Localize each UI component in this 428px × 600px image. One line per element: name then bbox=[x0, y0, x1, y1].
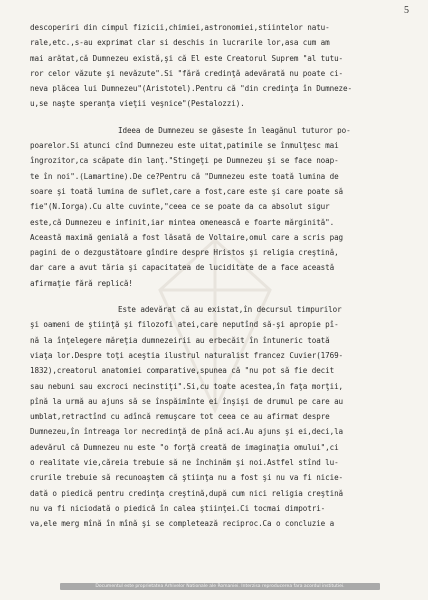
text-line: Această maximă genială a fost lăsată de Voltaire,omul care a scris pag bbox=[30, 232, 344, 242]
text-line: Este adevărat că au existat,în decursul timpurilor bbox=[118, 305, 342, 315]
paragraph-2 bbox=[30, 123, 420, 291]
text-line: viaţa lor.Despre toţi aceştia ilustrul naturalist francez Cuvier(1769- bbox=[30, 350, 344, 360]
text-line: îngrozitor,ca scăpate din lanţ."Stingeţi pe Dumnezeu şi se face noap- bbox=[30, 156, 339, 166]
text-line: mai arătat,că Dumnezeu există,şi că El este Creatorul Suprem "al tutu- bbox=[30, 53, 344, 63]
text-line: umblat,retractînd cu adîncă remuşcare tot ceea ce au afirmat despre bbox=[30, 412, 330, 422]
paragraph-gap bbox=[30, 112, 420, 123]
text-line: pagini de o dezgustătoare gîndire despre Hristos şi religia creştină, bbox=[30, 248, 339, 258]
text-line: şi oameni de ştiinţă şi filozofi atei,care neputînd să-şi apropie pî- bbox=[30, 320, 339, 330]
text-line: afirmaţie fără replică! bbox=[30, 278, 133, 288]
text-line: nă la înţelegere măreţia dumnezeirii au erbecăit în întuneric toată bbox=[30, 335, 330, 345]
text-line: descoperiri din cimpul fizicii,chimiei,astronomiei,stiintelor natu- bbox=[30, 23, 330, 32]
text-line: 1832),creatorul anatomiei comparative,spunea că "nu pot să fie decit bbox=[30, 366, 335, 376]
text-line: o realitate vie,căreia trebuie să ne închinăm şi noi.Astfel stînd lu- bbox=[30, 458, 339, 468]
text-line: ror celor văzute şi nevăzute".Si "fără credinţă adevărată nu poate ci- bbox=[30, 68, 344, 78]
text-line: va,ele merg mînă în mînă şi se completează reciproc.Ca o concluzie a bbox=[30, 519, 335, 529]
text-line: Dumnezeu,în întreaga lor necredinţă de pînă aci.Au ajuns şi ei,deci,la bbox=[30, 427, 344, 437]
paragraph-1 bbox=[30, 20, 420, 112]
text-line: dată o piedică pentru credinţa creştină,după cum nici religia creştină bbox=[30, 488, 344, 498]
text-line: neva plăcea lui Dumnezeu"(Aristotel).Pentru că "din credinţa în Dumneze- bbox=[30, 84, 352, 94]
text-line: soare şi toată lumina de suflet,care a fost,care este şi care poate să bbox=[30, 186, 344, 196]
text-line: Ideea de Dumnezeu se găseste în leagănul tuturor po- bbox=[118, 125, 351, 135]
text-line: este,că Dumnezeu e infinit,iar mintea omenească e foarte mărginită". bbox=[30, 217, 335, 227]
page-number: 5 bbox=[404, 5, 409, 16]
text-line: te în noi".(Lamartine).De ce?Pentru că "Dumnezeu este toată lumina de bbox=[30, 171, 339, 181]
text-line: dar care a avut tăria şi capacitatea de luciditate de a face această bbox=[30, 263, 335, 273]
text-line: nu va fi niciodată o piedică în calea ştiinţei.Ci tocmai dimpotri- bbox=[30, 503, 326, 513]
paragraph-gap bbox=[30, 291, 420, 302]
document-body bbox=[30, 20, 420, 532]
text-line: pînă la urmă au ajuns să se înspăimînte ei înşişi de drumul pe care au bbox=[30, 396, 344, 406]
text-line: poarelor.Si atunci cînd Dumnezeu este uitat,patimile se înmulţesc mai bbox=[30, 141, 339, 151]
paragraph-3 bbox=[30, 302, 420, 531]
text-line: sau nebuni sau excroci necinstiţi".Si,cu toate acestea,în faţa morţii, bbox=[30, 381, 344, 391]
text-line: adevărul că Dumnezeu nu este "o forţă creată de imaginaţia omului",ci bbox=[30, 442, 339, 452]
text-line: fie"(N.Iorga).Cu alte cuvinte,"ceea ce se poate da ca absolut sigur bbox=[30, 202, 330, 212]
text-line: u,se naşte speranţa vieţii veşnice"(Pestalozzi). bbox=[30, 99, 245, 109]
text-line: rale,etc.,s-au exprimat clar si deschis in lucrarile lor,asa cum am bbox=[30, 38, 330, 48]
text-line: crurile trebuie să recunoaştem că ştiinţa nu a fost şi nu va fi nicie- bbox=[30, 473, 344, 483]
archive-footer-banner: Documentul este proprietatea Arhivelor Nationale ale Romaniei. Interzisa reproducerea fara acordul institutiei. bbox=[60, 583, 380, 590]
